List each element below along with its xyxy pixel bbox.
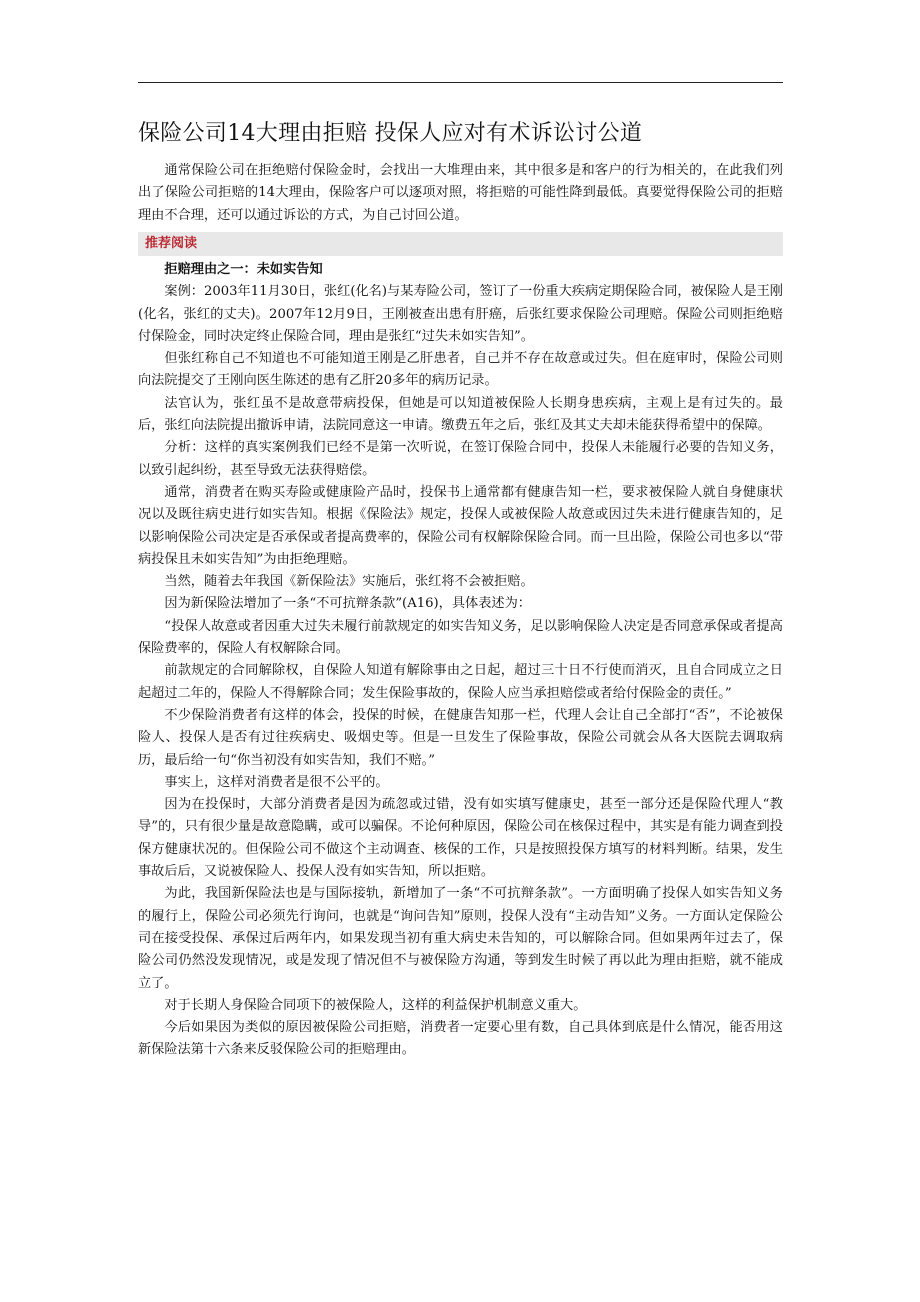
- intro-paragraph: 通常保险公司在拒绝赔付保险金时，会找出一大堆理由来，其中很多是和客户的行为相关的，在此我们列出了保险公司拒赔的14大理由，保险客户可以逐项对照，将拒赔的可能性降到最低。真要觉得保险公司的拒赔理由不合理，还可以通过诉讼的方式，为自己讨回公道。: [138, 163, 783, 223]
- body-paragraph: 分析：这样的真实案例我们已经不是第一次听说，在签订保险合同中，投保人未能履行必要的告知义务，以致引起纠纷，甚至导致无法获得赔偿。: [138, 440, 783, 478]
- intro-block: [138, 160, 783, 227]
- body-paragraph: 今后如果因为类似的原因被保险公司拒赔，消费者一定要心里有数，自己具体到底是什么情况，能否用这新保险法第十六条来反驳保险公司的拒赔理由。: [138, 1020, 783, 1058]
- header-rule: [138, 82, 783, 83]
- body-paragraph: 为此，我国新保险法也是与国际接轨，新增加了一条“不可抗辩条款”。一方面明确了投保人如实告知义务的履行上，保险公司必须先行询问，也就是“询问告知”原则，投保人没有“主动告知”义务。一方面认定保险公司在接受投保、承保过后两年内，如果发现当初有重大病史未告知的，可以解除合同。但如果两年过去了，保险公司仍然没发现情况，或是发现了情况但不与被保险方沟通，等到发生时候了再以此为理由拒赔，就不能成立了。: [138, 886, 783, 991]
- article-title: 保险公司14大理由拒赔 投保人应对有术诉讼讨公道: [138, 121, 643, 146]
- body-paragraph: 当然，随着去年我国《新保险法》实施后，张红将不会被拒赔。: [164, 574, 534, 590]
- body-paragraph: 不少保险消费者有这样的体会，投保的时候，在健康告知那一栏，代理人会让自己全部打“否”，不论被保险人、投保人是否有过往疾病史、吸烟史等。但是一旦发生了保险事故，保险公司就会从各大医院去调取病历，最后给一句“你当初没有如实告知，我们不赔。”: [138, 707, 783, 768]
- recommend-reading-bar[interactable]: [138, 232, 783, 256]
- article-body: [138, 259, 783, 1062]
- body-paragraph: 但张红称自己不知道也不可能知道王刚是乙肝患者，自己并不存在故意或过失。但在庭审时，保险公司则向法院提交了王刚向医生陈述的患有乙肝20多年的病历记录。: [138, 351, 783, 389]
- body-paragraph: “投保人故意或者因重大过失未履行前款规定的如实告知义务，足以影响保险人决定是否同意承保或者提高保险费率的，保险人有权解除合同。: [138, 618, 783, 657]
- body-paragraph: 法官认为，张红虽不是故意带病投保，但她是可以知道被保险人长期身患疾病，主观上是有过失的。最后，张红向法院提出撤诉申请，法院同意这一申请。缴费五年之后，张红及其丈夫却未能获得希望中的保障。: [138, 395, 783, 434]
- body-paragraph: 因为在投保时，大部分消费者是因为疏忽或过错，没有如实填写健康史，甚至一部分还是保险代理人“教导”的，只有很少量是故意隐瞒，或可以骗保。不论何种原因，保险公司在核保过程中，其实是有能力调查到投保方健康状况的。但保险公司不做这个主动调查、核保的工作，只是按照投保方填写的材料判断。结果，发生事故后后，又说被保险人、投保人没有如实告知，所以拒赔。: [138, 797, 783, 880]
- section-heading: 拒赔理由之一：未如实告知: [164, 262, 323, 277]
- body-paragraph: 前款规定的合同解除权，自保险人知道有解除事由之日起，超过三十日不行使而消灭，且自合同成立之日起超过二年的，保险人不得解除合同；发生保险事故的，保险人应当承担赔偿或者给付保险金的责任。”: [138, 663, 783, 701]
- body-paragraph: 对于长期人身保险合同项下的被保险人，这样的利益保护机制意义重大。: [164, 997, 587, 1013]
- body-paragraph: 事实上，这样对消费者是很不公平的。: [164, 774, 389, 790]
- body-paragraph: 通常，消费者在购买寿险或健康险产品时，投保书上通常都有健康告知一栏，要求被保险人就自身健康状况以及既往病史进行如实告知。根据《保险法》规定，投保人或被保险人故意或因过失未进行健康告知的，足以影响保险公司决定是否承保或者提高费率的，保险公司有权解除保险合同。而一旦出险，保险公司也多以“带病投保且未如实告知”为由拒绝理赔。: [138, 484, 783, 567]
- body-paragraph: 因为新保险法增加了一条“不可抗辩条款”(A16)，具体表述为：: [164, 596, 531, 612]
- recommend-reading-label[interactable]: 推荐阅读: [145, 236, 198, 251]
- body-paragraph: 案例：2003年11月30日，张红(化名)与某寿险公司，签订了一份重大疾病定期保险合同，被保险人是王刚(化名，张红的丈夫)。2007年12月9日，王刚被查出患有肝癌，后张红要求保险公司理赔。保险公司则拒绝赔付保险金，同时决定终止保险合同，理由是张红“过失未如实告知”。: [138, 284, 783, 344]
